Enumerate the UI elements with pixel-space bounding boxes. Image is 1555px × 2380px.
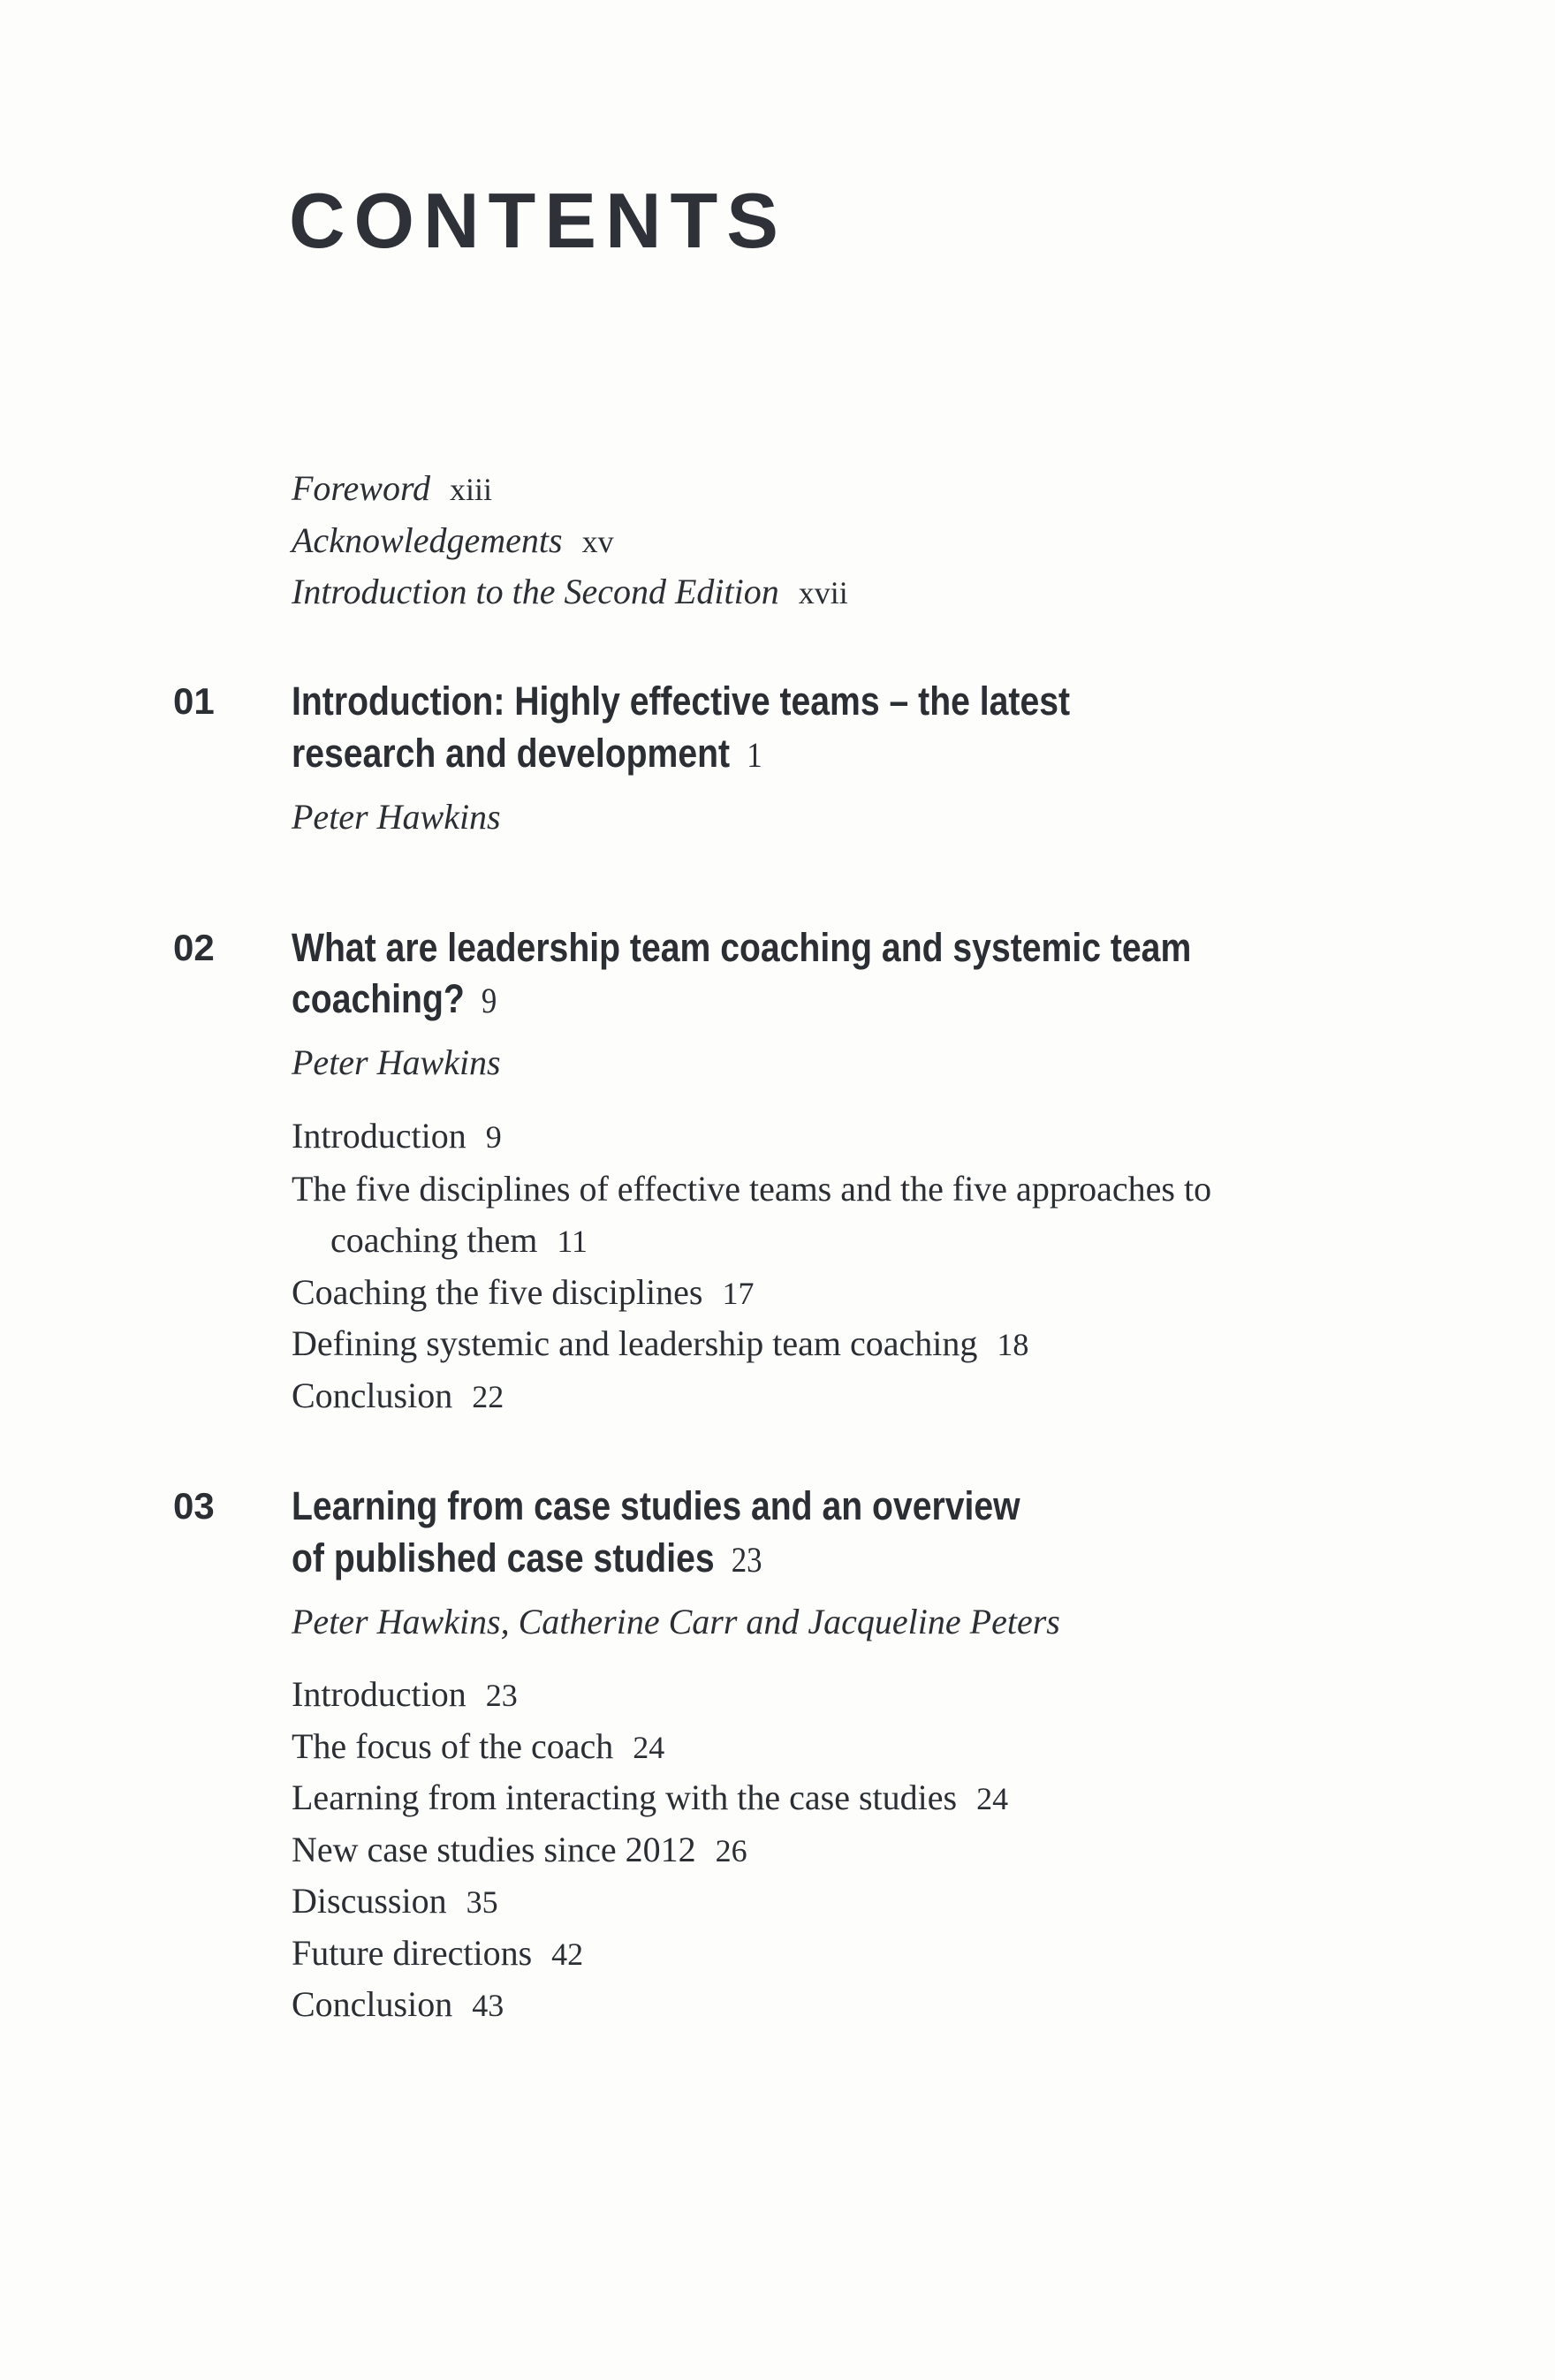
section-entry	[292, 1668, 518, 1721]
entry-page: xv	[581, 524, 614, 559]
chapter-title-text: research and development	[292, 731, 731, 776]
chapter-author: Peter Hawkins, Catherine Carr and Jacqueline Peters	[292, 1602, 1060, 1641]
chapter-title-line: Introduction: Highly effective teams – the latest	[292, 678, 1071, 724]
entry-page: 42	[551, 1937, 584, 1972]
toc-entry-acknowledgements	[292, 514, 614, 567]
chapter-title-text: of published case studies	[292, 1535, 715, 1580]
chapter-title-line: Learning from case studies and an overview	[292, 1483, 1020, 1528]
chapter-page: 23	[731, 1540, 762, 1580]
entry-label: Foreword	[292, 468, 431, 508]
chapter-title-line	[292, 973, 497, 1026]
entry-page: 24	[976, 1781, 1009, 1816]
chapter-title-line	[292, 727, 762, 780]
entry-label: Introduction	[292, 1674, 466, 1714]
section-entry	[292, 1317, 1028, 1370]
entry-page: 26	[715, 1833, 747, 1868]
entry-page: xvii	[798, 575, 848, 610]
section-entry	[292, 1978, 504, 2031]
section-entry	[292, 1875, 498, 1928]
chapter-number: 02	[173, 927, 215, 968]
toc-entry-foreword	[292, 462, 492, 515]
entry-label: Future directions	[292, 1933, 533, 1973]
section-entry	[292, 1823, 747, 1876]
entry-page: 43	[472, 1988, 504, 2023]
entry-page: xiii	[450, 472, 493, 507]
entry-label: Conclusion	[292, 1376, 453, 1415]
entry-label: Conclusion	[292, 1984, 453, 2024]
section-entry-continued	[330, 1214, 588, 1267]
chapter-title-line: What are leadership team coaching and systemic team	[292, 925, 1192, 970]
section-entry: The five disciplines of effective teams and the five approaches to	[292, 1169, 1212, 1209]
entry-label: coaching them	[330, 1220, 538, 1260]
chapter-author: Peter Hawkins	[292, 1042, 501, 1082]
chapter-title-text: coaching?	[292, 976, 465, 1021]
chapter-page: 1	[747, 735, 762, 775]
entry-label: Discussion	[292, 1881, 447, 1921]
page-title: CONTENTS	[289, 177, 787, 264]
toc-entry-intro-second-edition	[292, 565, 848, 618]
section-entry	[292, 1266, 754, 1319]
entry-label: Introduction to the Second Edition	[292, 572, 779, 611]
entry-page: 9	[485, 1119, 502, 1155]
entry-label: Learning from interacting with the case studies	[292, 1777, 958, 1817]
chapter-page: 9	[481, 981, 497, 1020]
entry-label: The focus of the coach	[292, 1726, 614, 1766]
section-entry	[292, 1771, 1008, 1824]
entry-label: New case studies since 2012	[292, 1830, 696, 1869]
chapter-title-line	[292, 1532, 762, 1585]
entry-page: 35	[466, 1884, 498, 1920]
entry-page: 11	[557, 1224, 588, 1259]
section-entry	[292, 1927, 583, 1980]
entry-label: Coaching the five disciplines	[292, 1272, 703, 1312]
section-entry	[292, 1720, 664, 1773]
section-entry	[292, 1369, 504, 1422]
chapter-number: 03	[173, 1485, 215, 1527]
entry-label: Defining systemic and leadership team coaching	[292, 1323, 978, 1363]
section-entry	[292, 1110, 502, 1163]
entry-page: 23	[485, 1678, 518, 1713]
entry-page: 22	[472, 1379, 504, 1414]
chapter-author: Peter Hawkins	[292, 797, 501, 837]
entry-page: 17	[722, 1276, 755, 1311]
entry-page: 24	[633, 1730, 665, 1765]
entry-label: Acknowledgements	[292, 520, 563, 560]
entry-label: Introduction	[292, 1116, 466, 1156]
entry-page: 18	[997, 1327, 1029, 1362]
chapter-number: 01	[173, 680, 215, 722]
